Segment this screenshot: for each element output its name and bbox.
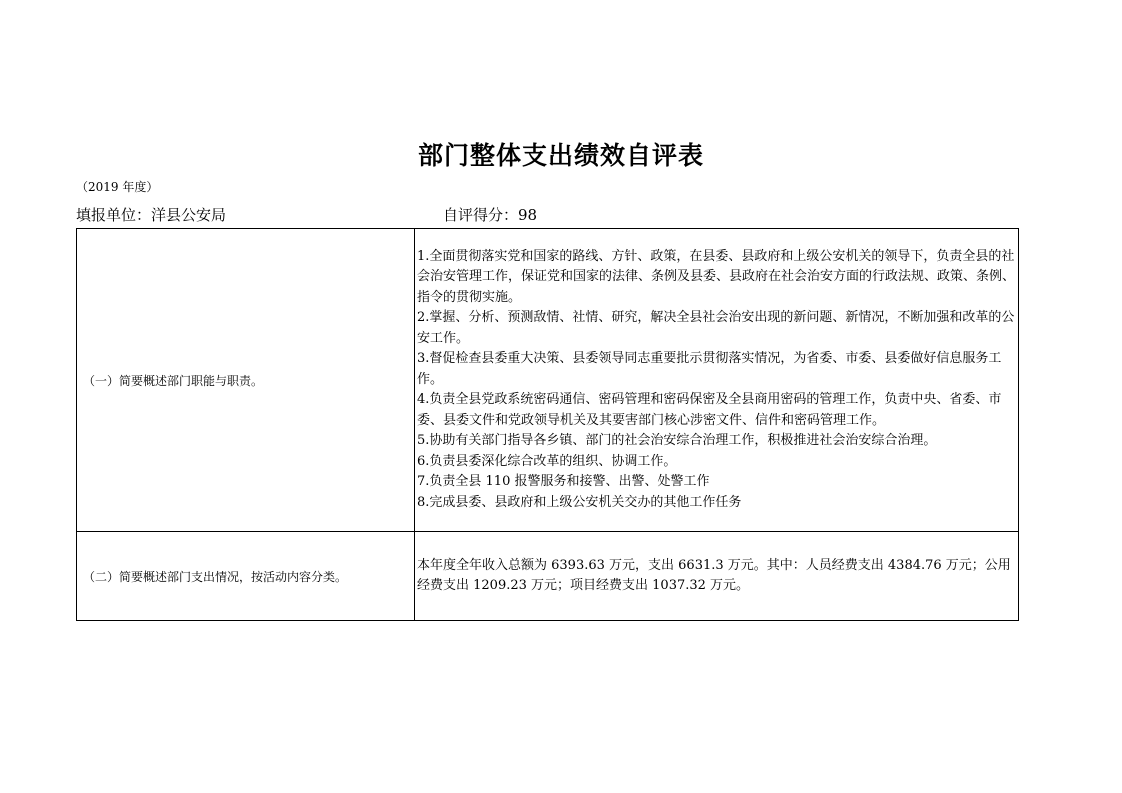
duty-item: 3.督促检查县委重大决策、县委领导同志重要批示贯彻落实情况，为省委、市委、县委做好信息服务工作。 [417,351,1002,387]
duty-item: 5.协助有关部门指导各乡镇、部门的社会治安综合治理工作，积极推进社会治安综合治理。 [417,433,937,449]
evaluation-table [76,228,1019,621]
duty-item: 6.负责县委深化综合改革的组织、协调工作。 [417,453,677,469]
duty-item: 4.负责全县党政系统密码通信、密码管理和密码保密及全县商用密码的管理工作，负责中央、省委、市委、县委文件和党政领导机关及其要害部门核心涉密文件、信件和密码管理工作。 [417,392,1002,428]
duty-item: 7.负责全县 110 报警服务和接警、出警、处警工作 [417,474,710,490]
fiscal-year: （2019 年度） [76,180,159,194]
reporting-unit: 填报单位：洋县公安局 [76,206,227,224]
table-row [77,229,1019,532]
row-content-functions [415,229,1019,532]
row-label-expenditure: （二）简要概述部门支出情况，按活动内容分类。 [77,532,415,621]
duty-item: 2.掌握、分析、预测敌情、社情、研究，解决全县社会治安出现的新问题、新情况，不断加强和改革的公安工作。 [417,310,1015,346]
duty-item: 1.全面贯彻落实党和国家的路线、方针、政策，在县委、县政府和上级公安机关的领导下，负责全县的社会治安管理工作，保证党和国家的法律、条例及县委、县政府在社会治安方面的行政法规、政策、条例、指令的贯彻实施。 [417,248,1016,305]
expenditure-summary: 本年度全年收入总额为 6393.63 万元，支出 6631.3 万元。其中：人员经费支出 4384.76 万元；公用经费支出 1209.23 万元；项目经费支出 1037.32 万元。 [417,557,1011,593]
duty-item: 8.完成县委、县政府和上级公安机关交办的其他工作任务 [417,494,742,510]
document-title: 部门整体支出绩效自评表 [417,141,704,170]
row-label-functions: （一）简要概述部门职能与职责。 [77,229,415,532]
table-row [77,532,1019,621]
row-content-expenditure [415,532,1019,621]
self-evaluation-score: 自评得分：98 [443,206,538,224]
